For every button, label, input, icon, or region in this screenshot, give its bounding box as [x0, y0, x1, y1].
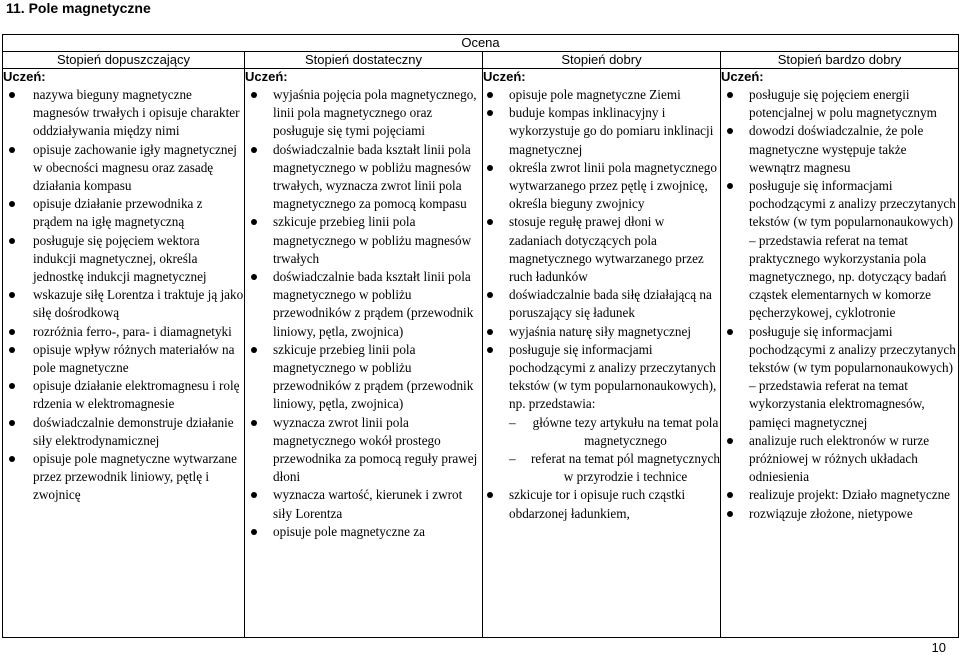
list-item [483, 213, 720, 286]
list-item-text: rozwiązuje złożone, nietypowe [749, 505, 913, 521]
grading-table [2, 34, 959, 638]
bullet-icon [727, 492, 733, 498]
list-item-text: doświadczalnie bada siłę działającą na poruszający się ładunek [509, 287, 712, 321]
uczen-label: Uczeń: [3, 69, 46, 84]
list-item [245, 268, 482, 341]
bullet-icon [727, 92, 733, 98]
list-item-text: nazywa bieguny magnetyczne magnesów trwałych i opisuje charakter oddziaływania między nimi [33, 87, 240, 139]
list-item [3, 195, 244, 231]
requirements-list [483, 86, 720, 414]
list-item-text: posługuje się informacjami pochodzącymi z analizy przeczytanych tekstów (w tym popularnonaukowych) – przedstawia referat na temat praktycznego wykorzystania pola magnetycznego, np. dotyczący badań cząstek elementarnych w komorze pęcherzykowej, cyklotronie [749, 178, 956, 321]
bullet-icon [251, 492, 257, 498]
bullet-icon [9, 292, 15, 298]
list-item [721, 177, 958, 323]
list-item-text: wyjaśnia naturę siły magnetycznej [509, 323, 691, 339]
bullet-icon [251, 420, 257, 426]
bullet-icon [487, 492, 493, 498]
bullet-icon [487, 165, 493, 171]
bullet-icon [9, 329, 15, 335]
bullet-icon [727, 438, 733, 444]
bullet-icon [9, 238, 15, 244]
bullet-icon [727, 329, 733, 335]
list-item [3, 286, 244, 322]
bullet-icon [251, 347, 257, 353]
list-item-text: opisuje pole magnetyczne Ziemi [509, 87, 681, 102]
list-item-text: opisuje zachowanie igły magnetycznej w obecności magnesu oraz zasadę działania kompasu [33, 141, 237, 194]
list-item-text: określa zwrot linii pola magnetycznego wytwarzanego przez pętlę i zwojnicę, określa bieguny zwojnicy [509, 159, 717, 212]
list-item [3, 341, 244, 377]
dash-item-text: główne tezy artykułu na temat pola magnetycznego [532, 414, 719, 448]
bullet-icon [487, 92, 493, 98]
list-item [3, 86, 244, 141]
list-item-text: wskazuje siłę Lorentza i traktuje ją jako siłę dośrodkową [33, 287, 244, 321]
list-item-text: doświadczalnie bada kształt linii pola magnetycznego w pobliżu magnesów trwałych, wyznacza zwrot linii pola magnetycznego za pomocą kompasu [273, 141, 472, 212]
list-item [483, 159, 720, 214]
bullet-icon [9, 201, 15, 207]
bullet-icon [9, 456, 15, 462]
uczen-label: Uczeń: [483, 69, 526, 84]
list-item [721, 323, 958, 432]
list-item [245, 86, 482, 141]
table-header-ocena: Ocena [3, 35, 959, 52]
bullet-icon [487, 329, 493, 335]
bullet-icon [487, 292, 493, 298]
page-number: 10 [931, 640, 946, 655]
page-title: 11. Pole magnetyczne [6, 0, 151, 16]
list-item [245, 414, 482, 487]
list-item-text: stosuje regułę prawej dłoni w zadaniach dotyczących pola magnetycznego wytwarzanego przez ruch ładunków [509, 214, 704, 285]
bullet-icon [487, 110, 493, 116]
column-dobry [483, 69, 721, 638]
list-item [3, 323, 244, 341]
uczen-label: Uczeń: [721, 69, 764, 84]
list-item [483, 323, 720, 341]
bullet-icon [727, 183, 733, 189]
bullet-icon [9, 347, 15, 353]
list-item-text: opisuje działanie elektromagnesu i rolę rdzenia w elektromagnesie [33, 378, 240, 412]
list-item-text: posługuje się pojęciem energii potencjalnej w polu magnetycznym [749, 87, 937, 121]
list-item [245, 486, 482, 522]
list-item [721, 432, 958, 487]
requirements-list [3, 86, 244, 505]
list-item [721, 122, 958, 177]
level-header-2: Stopień dostateczny [245, 52, 483, 69]
column-bardzo-dobry [721, 69, 959, 638]
list-item [483, 341, 720, 414]
bullet-icon [727, 128, 733, 134]
list-item-text: szkicuje tor i opisuje ruch cząstki obdarzonej ładunkiem, [509, 487, 686, 521]
list-item-text: posługuje się informacjami pochodzącymi z analizy przeczytanych tekstów (w tym popularnonaukowych) – przedstawia referat na temat wykorzystania elektromagnesów, pamięci magnetycznej [749, 323, 956, 430]
list-item-text: opisuje wpływ różnych materiałów na pole magnetyczne [33, 341, 235, 376]
column-dostateczny [245, 69, 483, 638]
dash-item-text: referat na temat pól magnetycznych w przyrodzie i technice [531, 451, 720, 485]
list-item-text: doświadczalnie bada kształt linii pola magnetycznego w pobliżu przewodników z prądem (przewodnik liniowy, pętla, zwojnica) [273, 269, 474, 339]
dash-item [509, 450, 720, 486]
bullet-icon [251, 219, 257, 225]
list-item [3, 141, 244, 196]
level-header-4: Stopień bardzo dobry [721, 52, 959, 69]
requirements-list [245, 86, 482, 541]
list-item [3, 377, 244, 413]
bullet-icon [9, 420, 15, 426]
bullet-icon [727, 511, 733, 517]
list-item [3, 232, 244, 287]
requirements-list [721, 86, 958, 523]
list-item-text: doświadczalnie demonstruje działanie siły elektrodynamicznej [33, 414, 234, 448]
dash-icon: – [509, 414, 516, 430]
bullet-icon [487, 219, 493, 225]
list-item-text: posługuje się pojęciem wektora indukcji magnetycznej, określa jednostkę indukcji magnetycznej [33, 232, 207, 285]
bullet-icon [251, 92, 257, 98]
list-item [721, 486, 958, 504]
list-item-text: wyznacza wartość, kierunek i zwrot siły Lorentza [273, 487, 463, 521]
dash-list [483, 414, 720, 487]
list-item-text: wyjaśnia pojęcia pola magnetycznego, linii pola magnetycznego oraz posługuje się tymi pojęciami [273, 87, 477, 139]
list-item-text: buduje kompas inklinacyjny i wykorzystuje go do pomiaru inklinacji magnetycznej [509, 105, 714, 157]
dash-item [509, 414, 720, 450]
list-item [721, 86, 958, 122]
bullet-icon [487, 347, 493, 353]
list-item [483, 286, 720, 322]
list-item-text: wyznacza zwrot linii pola magnetycznego wokół prostego przewodnika za pomocą reguły prawej dłoni [273, 414, 478, 485]
list-item-text: dowodzi doświadczalnie, że pole magnetyczne występuje także wewnątrz magnesu [749, 123, 924, 175]
list-item [3, 450, 244, 505]
list-item [483, 104, 720, 159]
list-item [245, 523, 482, 541]
list-item-text: opisuje działanie przewodnika z prądem na igłę magnetyczną [33, 196, 203, 230]
column-dopuszczajacy [3, 69, 245, 638]
list-item [245, 341, 482, 414]
bullet-icon [251, 147, 257, 153]
list-item [3, 414, 244, 450]
list-item-text: posługuje się informacjami pochodzącymi z analizy przeczytanych tekstów (w tym popularnonaukowych), np. przedstawia: [509, 341, 717, 412]
bullet-icon [251, 529, 257, 535]
list-item [483, 86, 720, 104]
list-item [483, 486, 720, 522]
list-item-text: szkicuje przebieg linii pola magnetycznego w pobliżu przewodników z prądem (przewodnik liniowy, pętla, zwojnica) [273, 341, 474, 412]
bullet-icon [9, 147, 15, 153]
level-header-3: Stopień dobry [483, 52, 721, 69]
requirements-list [483, 486, 720, 522]
list-item-text: analizuje ruch elektronów w rurze próżniowej w różnych układach odniesienia [749, 432, 930, 485]
list-item [245, 213, 482, 268]
dash-icon: – [509, 451, 516, 467]
bullet-icon [9, 92, 15, 98]
list-item-text: opisuje pole magnetyczne wytwarzane przez przewodnik liniowy, pętlę i zwojnicę [33, 451, 237, 503]
list-item [245, 141, 482, 214]
list-item-text: opisuje pole magnetyczne za [273, 523, 425, 539]
list-item [721, 505, 958, 523]
list-item-text: szkicuje przebieg linii pola magnetycznego w pobliżu magnesów trwałych [273, 214, 472, 266]
list-item-text: realizuje projekt: Działo magnetyczne [749, 487, 951, 503]
uczen-label: Uczeń: [245, 69, 288, 84]
level-header-1: Stopień dopuszczający [3, 52, 245, 69]
list-item-text: rozróżnia ferro-, para- i diamagnetyki [33, 323, 232, 339]
bullet-icon [251, 274, 257, 280]
bullet-icon [9, 383, 15, 389]
